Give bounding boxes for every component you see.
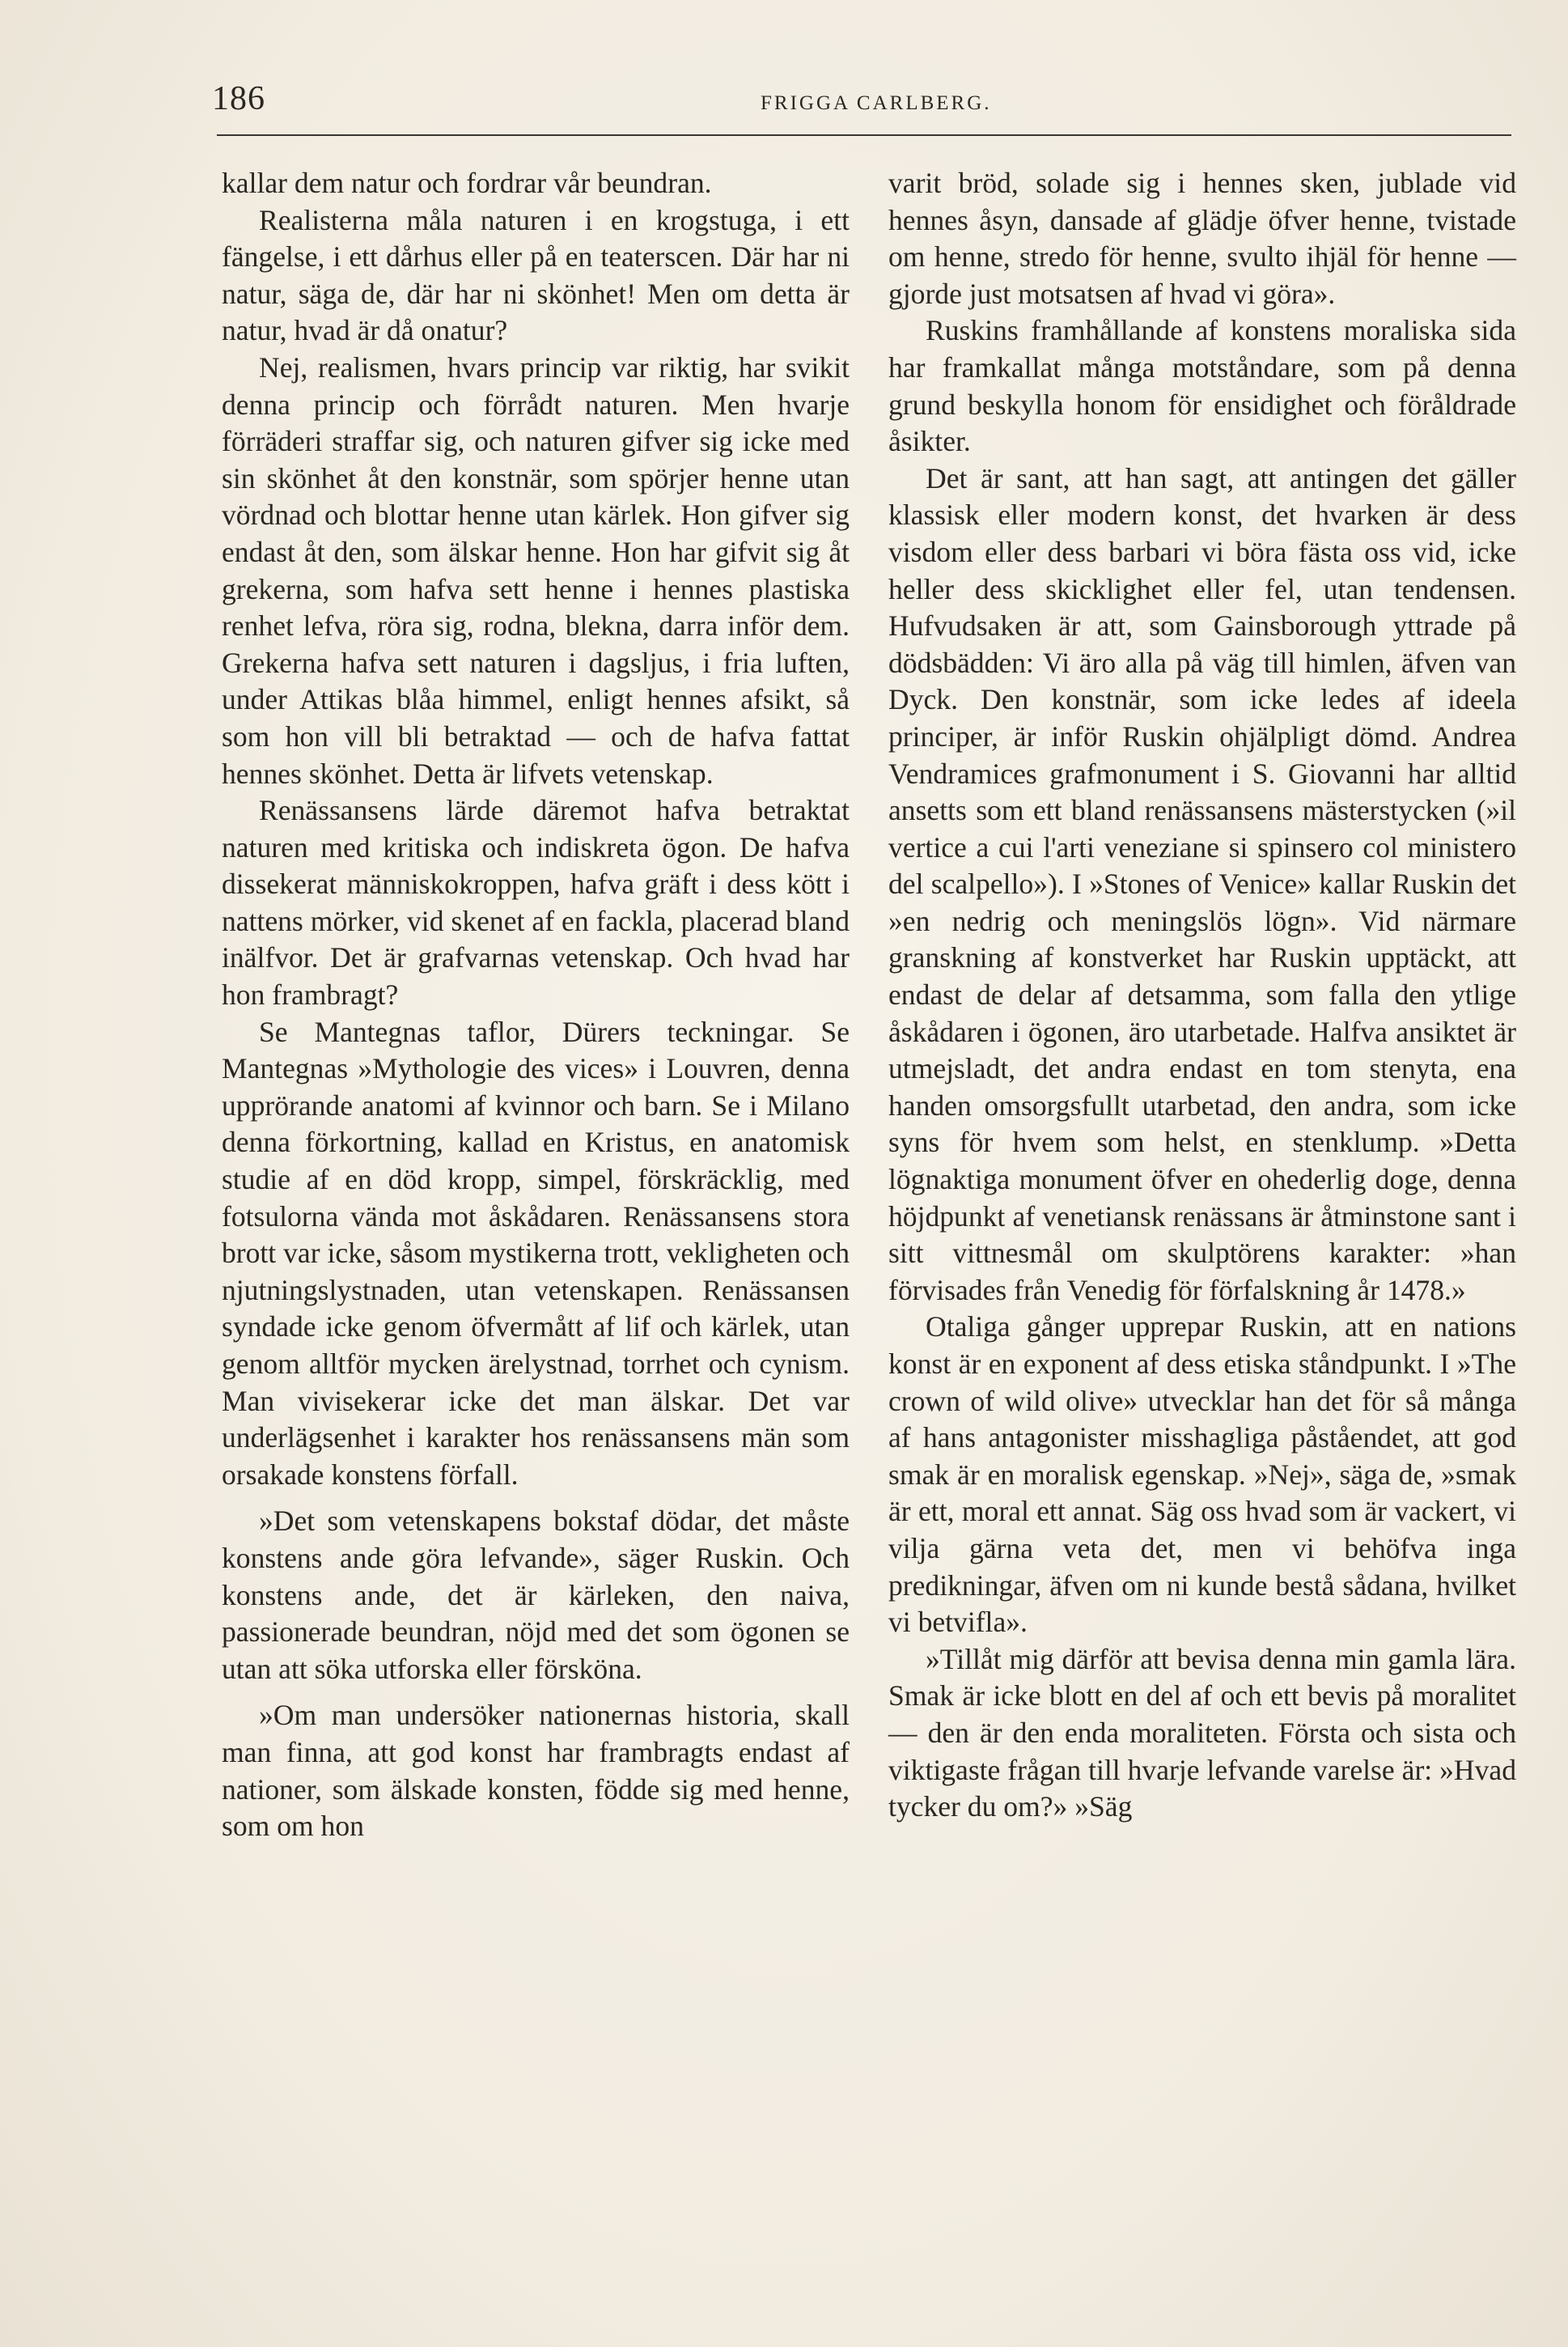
paragraph: »Det som vetenskapens bokstaf dödar, det måste konstens ande göra lefvande», säger Ruskin. Och konstens ande, det är kärleken, den naiva, passionerade beundran, nöjd med det som ögonen se utan att söka utforska eller försköna. xyxy=(222,1505,850,1685)
paragraph: varit bröd, solade sig i hennes sken, jublade vid hennes åsyn, dansade af glädje öfver henne, tvistade om henne, stredo för henne, svulto ihjäl för henne — gjorde just motsatsen af hvad vi göra». xyxy=(888,167,1516,310)
paragraph: Det är sant, att han sagt, att antingen det gäller klassisk eller modern konst, det hvarken är dess visdom eller dess barbari vi böra fästa oss vid, icke heller dess skicklighet eller fel, utan tendensen. Hufvudsaken är att, som Gainsborough yttrade på dödsbädden: Vi äro alla på väg till himlen, äfven van Dyck. Den konstnär, som icke ledes af ideela principer, är inför Ruskin ohjälpligt dömd. Andrea Vendramices grafmonument i S. Giovanni har alltid ansetts som ett bland renässansens mästerstycken (»il vertice a cui l'arti veneziane si spinsero col ministero del scalpello»). I »Stones of Venice» kallar Ruskin det »en nedrig och meningslös lögn». Vid närmare granskning af konstverket har Ruskin upptäckt, att endast de delar af detsamma, som falla den ytlige åskådaren i ögonen, äro utarbetade. Halfva ansiktet är utmejsladt, det andra endast en tom stenyta, ena handen omsorgsfullt utarbetad, den andra, som icke syns för hvem som helst, en stenklump. »Detta lögnaktiga monument öfver en ohederlig doge, denna höjdpunkt af venetiansk renässans är åtminstone sant i sitt vittnesmål om skulptörens karakter: »han förvisades från Venedig för förfalskning år 1478.» xyxy=(888,461,1516,1306)
paragraph: Realisterna måla naturen i en krogstuga, i ett fängelse, i ett dårhus eller på en teaterscen. Där har ni natur, säga de, där har ni skönhet! Men om detta är natur, hvad är då onatur? xyxy=(222,203,850,347)
paragraph: »Om man undersöker nationernas historia, skall man finna, att god konst har frambragts endast af nationer, som älskade konsten, födde sig med henne, som om hon xyxy=(222,1699,850,1843)
paragraph: »Tillåt mig därför att bevisa denna min gamla lära. Smak är icke blott en del af och ett bevis på moralitet — den är den enda moraliteten. Första och sista och viktigaste frågan till hvarje lefvande varelse är: »Hvad tycker du om?» »Säg xyxy=(888,1642,1516,1823)
right-column xyxy=(888,165,1516,1826)
paragraph: Otaliga gånger upprepar Ruskin, att en nations konst är en exponent af dess etiska ståndpunkt. I »The crown of wild olive» utvecklar han det för så många af hans antagonister misshagliga påståendet, att god smak är en moralisk egenskap. »Nej», säga de, »smak är ett, moral ett annat. Säg oss hvad som är vackert, vi vilja gärna veta det, men vi behöfva inga predikningar, äfven om ni kunde bestå sådana, hvilket vi betvifla». xyxy=(888,1310,1516,1639)
paragraph: Nej, realismen, hvars princip var riktig, har svikit denna princip och förrådt naturen. Men hvarje förräderi straffar sig, och naturen gifver sig icke med sin skönhet åt den konstnär, som spörjer henne utan vördnad och blottar henne utan kärlek. Hon gifver sig endast åt den, som älskar henne. Hon har gifvit sig åt grekerna, som hafva sett henne i hennes plastiska renhet lefva, röra sig, rodna, blekna, darra inför dem. Grekerna hafva sett naturen i dagsljus, i fria luften, under Attikas blåa himmel, enligt hennes afsikt, så som hon vill bli betraktad — och de hafva fattat hennes skönhet. Detta är lifvets vetenskap. xyxy=(222,350,850,790)
left-column xyxy=(222,165,850,1845)
page-number: 186 xyxy=(212,80,265,117)
paragraph: Ruskins framhållande af konstens moraliska sida har framkallat många motståndare, som på denna grund beskylla honom för ensidighet och föråldrade åsikter. xyxy=(888,314,1516,458)
running-title: FRIGGA CARLBERG. xyxy=(761,92,992,114)
header-rule xyxy=(217,134,1511,136)
paragraph: Se Mantegnas taflor, Dürers teckningar. Se Mantegnas »Mythologie des vices» i Louvren, denna upprörande anatomi af kvinnor och barn. Se i Milano denna förkortning, kallad en Kristus, en anatomisk studie af en död kropp, simpel, förskräcklig, med fotsulorna vända mot åskådaren. Renässansens stora brott var icke, såsom mystikerna trott, vekligheten och njutningslystnaden, utan vetenskapen. Renässansen syndade icke genom öfvermått af lif och kärlek, utan genom alltför mycken ärelystnad, torrhet och cynism. Man vivisekerar icke det man älskar. Det var underlägsenhet i karakter hos renässansens män som orsakade konstens förfall. xyxy=(222,1015,850,1491)
paragraph: Renässansens lärde däremot hafva betraktat naturen med kritiska och indiskreta ögon. De hafva dissekerat människokroppen, hafva gräft i dess kött i nattens mörker, vid skenet af en fackla, placerad bland inälfvor. Det är grafvarnas vetenskap. Och hvad har hon frambragt? xyxy=(222,794,850,1012)
paragraph: kallar dem natur och fordrar vår beundran. xyxy=(222,167,712,199)
